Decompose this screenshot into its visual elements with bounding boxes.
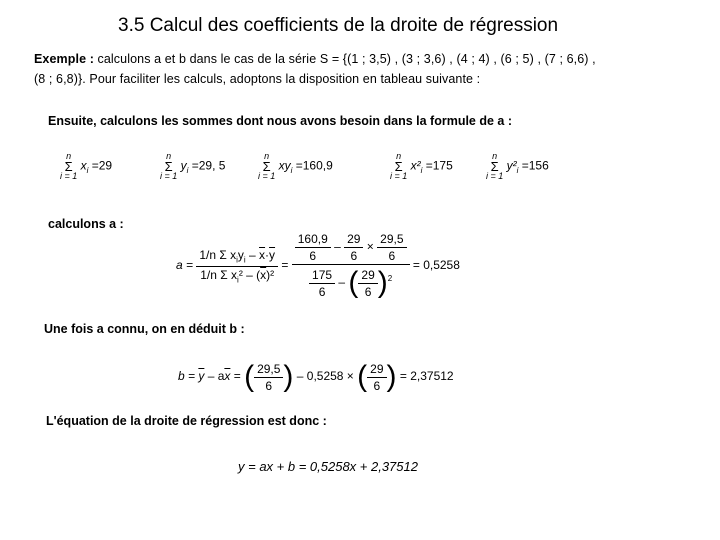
sum-y2: n Σ i = 1 $y^2_i =156$: [486, 151, 549, 181]
sigma-symbol: n Σ i = 1: [486, 151, 504, 181]
sum-y: n Σ i = 1 $y_i =29$, 5: [160, 151, 226, 181]
intro-label: Exemple :: [34, 52, 94, 66]
intro-line-2: (8 ; 6,8)}. Pour faciliter les calculs, adoptons la disposition en tableau suivante :: [34, 72, 481, 86]
page-title: 3.5 Calcul des coefficients de la droite de régression: [118, 15, 559, 36]
sum-x: n Σ i = 1 $x_i =29$: [60, 151, 113, 181]
sigma-symbol: n Σ i = 1: [60, 151, 78, 181]
final-equation: y = ax + b = 0,5258x + 2,37512: [238, 459, 418, 474]
intro-line-1: [34, 52, 596, 66]
equation-label: L'équation de la droite de régression est donc :: [46, 414, 327, 428]
a-numeric-fraction: $\frac{160,9}{6}$ – $\frac{29}{6}$ × $\frac{29,5}{6}$ $\frac{175}{6}$ – ( $\frac{29}{6}$ )$^2$: [292, 232, 410, 300]
b-formula: $b = \overline{y} - a\overline{x}$ = ( $\frac{29,5}{6}$ ) – 0,5258 × ( $\frac{29}{6}$ ) = 2,37512: [178, 360, 454, 393]
sigma-symbol: n Σ i = 1: [390, 151, 408, 181]
a-general-fraction: $\frac{1/n \Sigma x_iy_i - \overline{x}\cdot\overline{y}}{1/n \Sigma x_i^2 - (\overline{x})^2}$: [196, 248, 278, 284]
sum-x2: n Σ i = 1 $x^2_i =175$: [390, 151, 453, 181]
a-formula: a = $\frac{1/n \Sigma x_iy_i - \overline{x}\cdot\overline{y}}{1/n \Sigma x_i^2 - (\overline{x})^2}$ = $\frac{160,9}{6}$ – $\frac{29}{6}$ × $\frac{29,5}{6}$ $\frac{175}{6}$ – ( $\frac{29}{6}$ )$^2$ = 0,5258: [176, 232, 460, 299]
sum-xy: n Σ i = 1 $xy_i =160,9$: [258, 151, 333, 181]
ensuite-text: Ensuite, calculons les sommes dont nous avons besoin dans la formule de a :: [48, 114, 513, 128]
intro-text-1: calculons a et b dans le cas de la série S = {(1 ; 3,5) , (3 ; 3,6) , (4 ; 4) , (6 ; 5) , (7 ; 6,6) ,: [97, 52, 596, 66]
une-fois-text: Une fois a connu, on en déduit b :: [44, 322, 245, 336]
sigma-symbol: n Σ i = 1: [160, 151, 178, 181]
sigma-symbol: n Σ i = 1: [258, 151, 276, 181]
calc-a-label: calculons a :: [48, 217, 124, 231]
